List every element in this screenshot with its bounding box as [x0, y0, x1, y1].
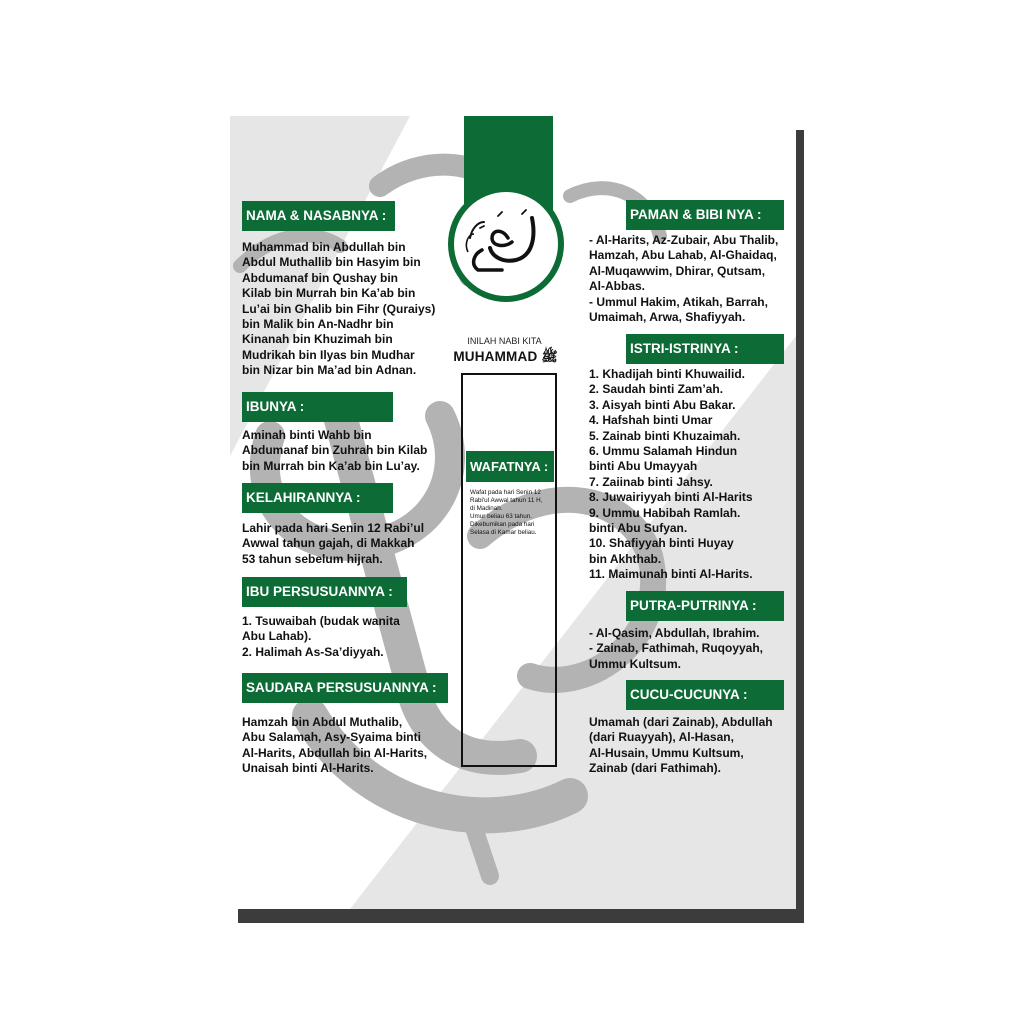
nasab-line: bin Nizar bin Ma’ad bin Adnan.	[242, 363, 417, 378]
wafat-line: Wafat pada hari Senin 12	[470, 489, 541, 496]
saudara-persusuan-heading: SAUDARA PERSUSUANNYA :	[242, 673, 448, 703]
ibu-line: Abdumanaf bin Zuhrah bin Kilab	[242, 443, 428, 458]
ibu-persusuan-line: Abu Lahab).	[242, 629, 312, 644]
paman-bibi-line: Al-Abbas.	[589, 279, 646, 294]
cucu-text	[589, 715, 773, 777]
nasab-line: Mudrikah bin Ilyas bin Mudhar	[242, 347, 415, 362]
istri-line: 11. Maimunah binti Al-Harits.	[589, 567, 753, 582]
putra-putri-line: Ummu Kultsum.	[589, 656, 682, 671]
wafat-line: Selasa di Kamar beliau.	[470, 529, 537, 537]
paman-bibi-text	[589, 233, 778, 325]
wafat-line: Dikebumikan pada hari	[470, 521, 535, 529]
putra-putri-text	[589, 626, 763, 672]
name-seal	[448, 186, 564, 302]
ibu-persusuan-line: 2. Halimah As-Sa’diyyah.	[242, 644, 384, 659]
saudara-persusuan-line: Abu Salamah, Asy-Syaima binti	[242, 730, 421, 745]
istri-heading: ISTRI-ISTRINYA :	[626, 334, 784, 364]
istri-line: 9. Ummu Habibah Ramlah.	[589, 505, 741, 520]
kelahiran-heading: KELAHIRANNYA :	[242, 483, 393, 513]
paman-bibi-line: - Al-Harits, Az-Zubair, Abu Thalib,	[589, 233, 779, 247]
nasab-line: Kilab bin Murrah bin Ka’ab bin	[242, 286, 416, 301]
wafat-heading: WAFATNYA :	[466, 451, 554, 482]
istri-line: 1. Khadijah binti Khuwailid.	[589, 367, 746, 381]
kelahiran-line: 53 tahun sebelum hijrah.	[242, 551, 383, 566]
cucu-line: Umamah (dari Zainab), Abdullah	[589, 715, 773, 729]
wafat-line: Umur beliau 63 tahun.	[470, 513, 532, 521]
nasab-line: Abdul Muthallib bin Hasyim bin	[242, 255, 421, 270]
saudara-persusuan-text	[242, 715, 427, 777]
ibu-persusuan-line: 1. Tsuwaibah (budak wanita	[242, 614, 400, 628]
nasab-line: Kinanah bin Khuzimah bin	[242, 332, 393, 347]
nasab-heading: NAMA & NASABNYA :	[242, 201, 395, 231]
istri-line: 7. Zaiinab binti Jahsy.	[589, 474, 713, 489]
poster-title: MUHAMMAD ﷺ	[453, 349, 558, 364]
putra-putri-heading: PUTRA-PUTRINYA :	[626, 591, 784, 621]
istri-line: 4. Hafshah binti Umar	[589, 413, 713, 428]
muhammad-calligraphy-icon	[462, 208, 550, 278]
ibu-line: Aminah binti Wahb bin	[242, 428, 372, 442]
cucu-heading: CUCU-CUCUNYA :	[626, 680, 784, 710]
paman-bibi-line: Umaimah, Arwa, Shafiyyah.	[589, 310, 746, 325]
saudara-persusuan-line: Al-Harits, Abdullah bin Al-Harits,	[242, 745, 428, 760]
putra-putri-line: - Al-Qasim, Abdullah, Ibrahim.	[589, 626, 760, 640]
ibu-heading: IBUNYA :	[242, 392, 393, 422]
istri-line: 6. Ummu Salamah Hindun	[589, 444, 738, 459]
paman-bibi-line: Al-Muqawwim, Dhirar, Qutsam,	[589, 263, 766, 278]
istri-line: 10. Shafiyyah binti Huyay	[589, 536, 734, 551]
kelahiran-text	[242, 521, 424, 567]
paman-bibi-heading: PAMAN & BIBI NYA :	[626, 200, 784, 230]
ibu-persusuan-text	[242, 614, 400, 660]
cucu-line: Zainab (dari Fathimah).	[589, 761, 722, 776]
istri-line: 5. Zainab binti Khuzaimah.	[589, 428, 741, 443]
wafat-line: Rabi'ul Awwal tahun 11 H,	[470, 497, 543, 505]
wafat-panel	[461, 373, 557, 767]
istri-line: bin Akhthab.	[589, 551, 662, 566]
nasab-line: Abdumanaf bin Qushay bin	[242, 270, 399, 285]
poster-subtitle: INILAH NABI KITA	[467, 336, 542, 346]
kelahiran-line: Lahir pada hari Senin 12 Rabi’ul	[242, 521, 425, 535]
paman-bibi-line: - Ummul Hakim, Atikah, Barrah,	[589, 294, 768, 309]
putra-putri-line: - Zainab, Fathimah, Ruqoyyah,	[589, 641, 764, 656]
kelahiran-line: Awwal tahun gajah, di Makkah	[242, 536, 415, 551]
nasab-line: Muhammad bin Abdullah bin	[242, 240, 406, 254]
cucu-line: (dari Ruayyah), Al-Hasan,	[589, 730, 734, 745]
istri-text	[589, 367, 753, 583]
ibu-text	[242, 428, 427, 474]
nasab-line: Lu’ai bin Ghalib bin Fihr (Quraiys)	[242, 301, 436, 316]
istri-line: binti Abu Sufyan.	[589, 521, 688, 536]
ibu-persusuan-heading: IBU PERSUSUANNYA :	[242, 577, 407, 607]
istri-line: 8. Juwairiyyah binti Al-Harits	[589, 490, 753, 505]
saudara-persusuan-line: Unaisah binti Al-Harits.	[242, 761, 374, 776]
saudara-persusuan-line: Hamzah bin Abdul Muthalib,	[242, 715, 403, 729]
poster	[230, 116, 796, 909]
wafat-line: di Madinah.	[470, 505, 503, 513]
paman-bibi-line: Hamzah, Abu Lahab, Al-Ghaidaq,	[589, 248, 777, 263]
wafat-text	[470, 489, 554, 538]
istri-line: binti Abu Umayyah	[589, 459, 698, 474]
nasab-text	[242, 240, 435, 379]
istri-line: 2. Saudah binti Zam’ah.	[589, 382, 724, 397]
istri-line: 3. Aisyah binti Abu Bakar.	[589, 397, 736, 412]
ibu-line: bin Murrah bin Ka’ab bin Lu’ay.	[242, 458, 420, 473]
nasab-line: bin Malik bin An-Nadhr bin	[242, 317, 394, 332]
cucu-line: Al-Husain, Ummu Kultsum,	[589, 745, 744, 760]
